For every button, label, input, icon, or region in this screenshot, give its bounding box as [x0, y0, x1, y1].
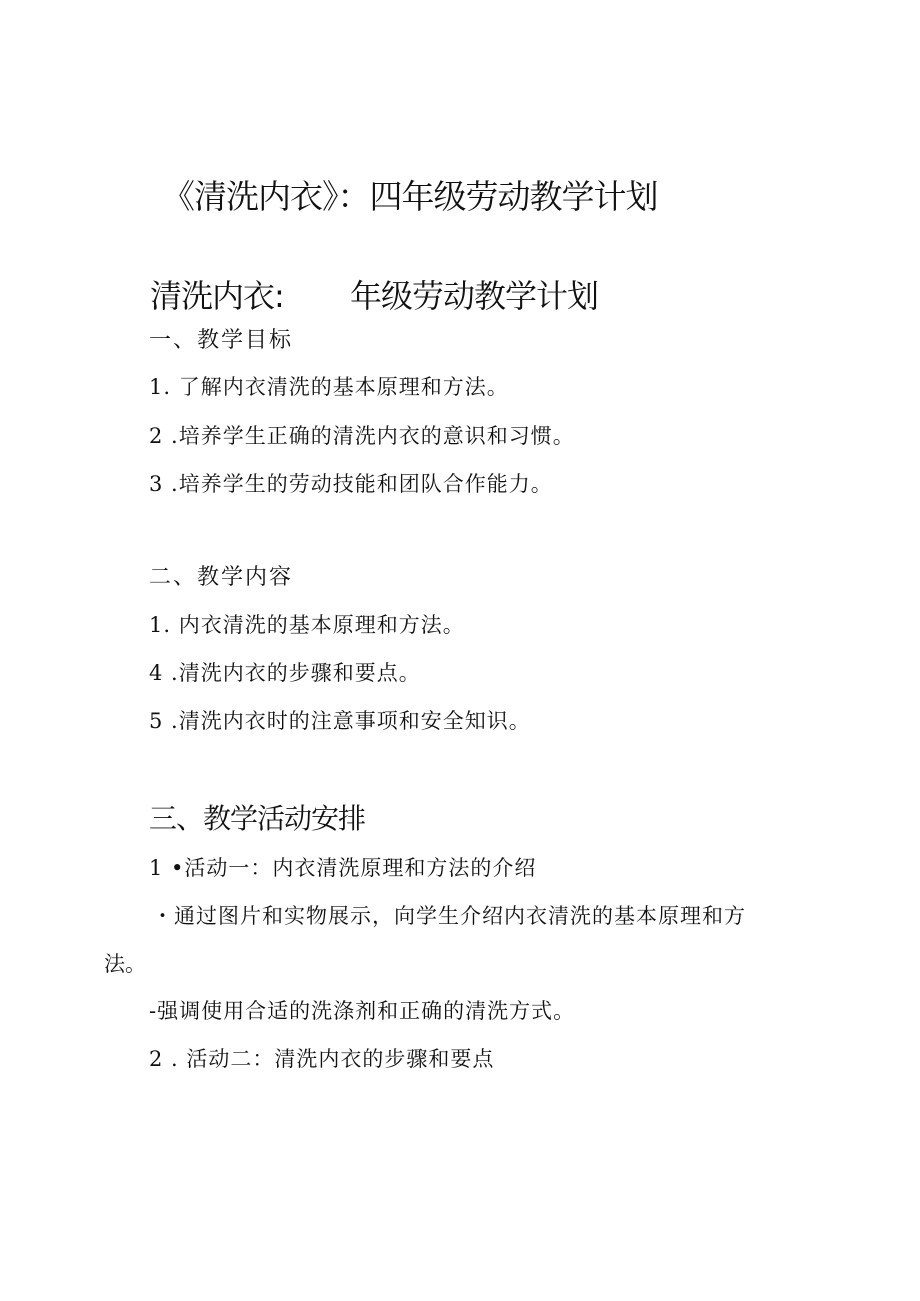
section-1-item: 3 .培养学生的劳动技能和团队合作能力。: [149, 472, 553, 496]
section-3-item: 1 •活动一：内衣清洗原理和方法的介绍: [149, 856, 537, 880]
subtitle-part-2: 年级劳动教学计划: [350, 277, 599, 315]
section-1-item: 1. 了解内衣清洗的基本原理和方法。: [149, 375, 509, 399]
document-title: 《清洗内衣》：四年级劳动教学计划: [162, 177, 658, 216]
section-3-item: 2 . 活动二：清洗内衣的步骤和要点: [149, 1047, 495, 1071]
section-1-item: 2 .培养学生正确的清洗内衣的意识和习惯。: [149, 424, 575, 448]
section-2-item: 5 .清洗内衣时的注意事项和安全知识。: [149, 709, 531, 733]
section-1-heading: 一、教学目标: [149, 328, 294, 353]
subtitle-part-1: 清洗内衣:: [150, 277, 284, 315]
section-3-heading: 三、教学活动安排: [149, 802, 366, 835]
section-2-item: 1. 内衣清洗的基本原理和方法。: [149, 613, 465, 637]
section-2-item: 4 .清洗内衣的步骤和要点。: [149, 661, 421, 685]
section-3-item: -强调使用合适的洗涤剂和正确的清洗方式。: [149, 999, 576, 1023]
section-3-item: ・通过图片和实物展示，向学生介绍内衣清洗的基本原理和方: [152, 904, 746, 928]
section-2-heading: 二、教学内容: [149, 565, 294, 590]
section-3-item-continuation: 法。: [104, 952, 146, 976]
